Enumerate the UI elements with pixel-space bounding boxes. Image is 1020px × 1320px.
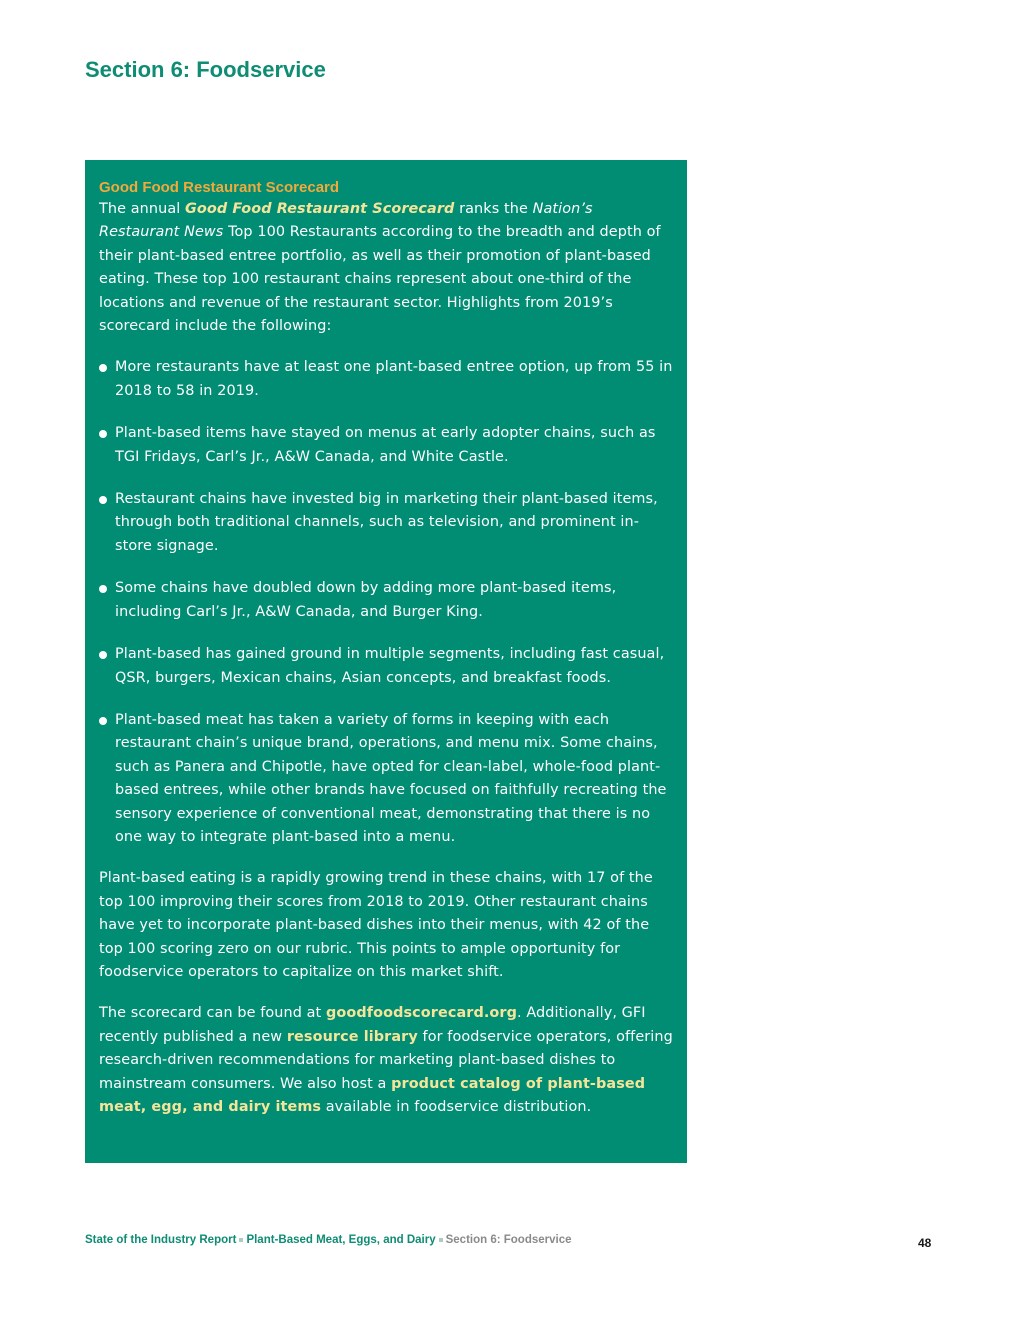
page-number: 48 xyxy=(918,1236,932,1250)
highlights-list xyxy=(99,356,673,849)
list-item-text: Plant-based items have stayed on menus at early adopter chains, such as TGI Fridays, Carl’s Jr., A&W Canada, and White Castle. xyxy=(115,425,656,465)
callout-title: Good Food Restaurant Scorecard xyxy=(99,179,340,196)
trend-paragraph: Plant-based eating is a rapidly growing trend in these chains, with 17 of the top 100 improving their scores from 2018 to 2019. Other restaurant chains have yet to incorporate plant-based dishes into their menus, with 42 of the top 100 scoring zero on our rubric. This points to ample opportunity for foodservice operators to capitalize on this market shift. xyxy=(99,870,653,980)
closing-text-1: The scorecard can be found at xyxy=(99,1005,326,1022)
footer-current-section: Section 6: Foodservice xyxy=(445,1234,572,1246)
bullet-icon xyxy=(99,364,107,372)
publication-name: Nation’s Restaurant News xyxy=(99,201,593,241)
closing-paragraph xyxy=(99,1002,673,1119)
closing-text-3: for foodservice operators, offering research-driven recommendations for marketing plant-based dishes to mainstream consumers. We also host a xyxy=(99,1028,673,1092)
scorecard-name: Good Food Restaurant Scorecard xyxy=(185,201,455,217)
scorecard-link[interactable]: goodfoodscorecard.org xyxy=(325,1005,518,1022)
list-item-text: Restaurant chains have invested big in marketing their plant-based items, through both traditional channels, such as television, and prominent in-store signage. xyxy=(115,491,658,554)
list-item xyxy=(99,643,673,690)
page-title: Section 6: Foodservice xyxy=(85,57,326,82)
bullet-icon xyxy=(99,585,107,593)
intro-text-1: The annual xyxy=(99,201,186,217)
intro-text-2: ranks the xyxy=(454,201,533,217)
closing-text-4: available in foodservice distribution. xyxy=(321,1099,592,1115)
footer-breadcrumb xyxy=(85,1234,572,1246)
list-item xyxy=(99,422,673,469)
resource-library-link[interactable]: resource library xyxy=(286,1028,418,1045)
list-item xyxy=(99,577,673,624)
list-item-text: Plant-based meat has taken a variety of forms in keeping with each restaurant chain’s unique brand, operations, and menu mix. Some chains, such as Panera and Chipotle, have opted for clean-label, whole-food plant-based entrees, while other brands have focused on faithfully recreating the sensory experience of conventional meat, demonstrating that there is no one way to integrate plant-based into a menu. xyxy=(115,711,667,845)
bullet-icon xyxy=(99,651,107,659)
intro-text-3: Top 100 Restaurants according to the breadth and depth of their plant-based entree portfolio, as well as their promotion of plant-based eating. These top 100 restaurant chains represent about one-third of the locations and revenue of the restaurant sector. Highlights from 2019’s scorecard include the following: xyxy=(99,224,661,335)
closing-text-2: . Additionally, GFI recently published a new xyxy=(99,1005,646,1045)
bullet-icon xyxy=(99,496,107,504)
list-item xyxy=(99,709,673,849)
list-item-text: More restaurants have at least one plant-based entree option, up from 55 in 2018 to 58 in 2019. xyxy=(115,359,673,399)
bullet-icon xyxy=(99,430,107,438)
separator-icon xyxy=(239,1238,243,1242)
product-catalog-link[interactable]: product catalog of plant-based meat, egg, and dairy items xyxy=(99,1075,646,1115)
footer-subject: Plant-Based Meat, Eggs, and Dairy xyxy=(246,1234,436,1246)
list-item-text: Plant-based has gained ground in multiple segments, including fast casual, QSR, burgers, Mexican chains, Asian concepts, and breakfast foods. xyxy=(115,646,665,686)
intro-paragraph xyxy=(99,198,673,338)
scorecard-callout-box xyxy=(85,160,687,1163)
list-item-text: Some chains have doubled down by adding more plant-based items, including Carl’s Jr., A&W Canada, and Burger King. xyxy=(115,580,617,620)
separator-icon xyxy=(439,1238,443,1242)
bullet-icon xyxy=(99,717,107,725)
footer-report-title: State of the Industry Report xyxy=(85,1234,237,1246)
list-item xyxy=(99,488,673,558)
list-item xyxy=(99,356,673,403)
